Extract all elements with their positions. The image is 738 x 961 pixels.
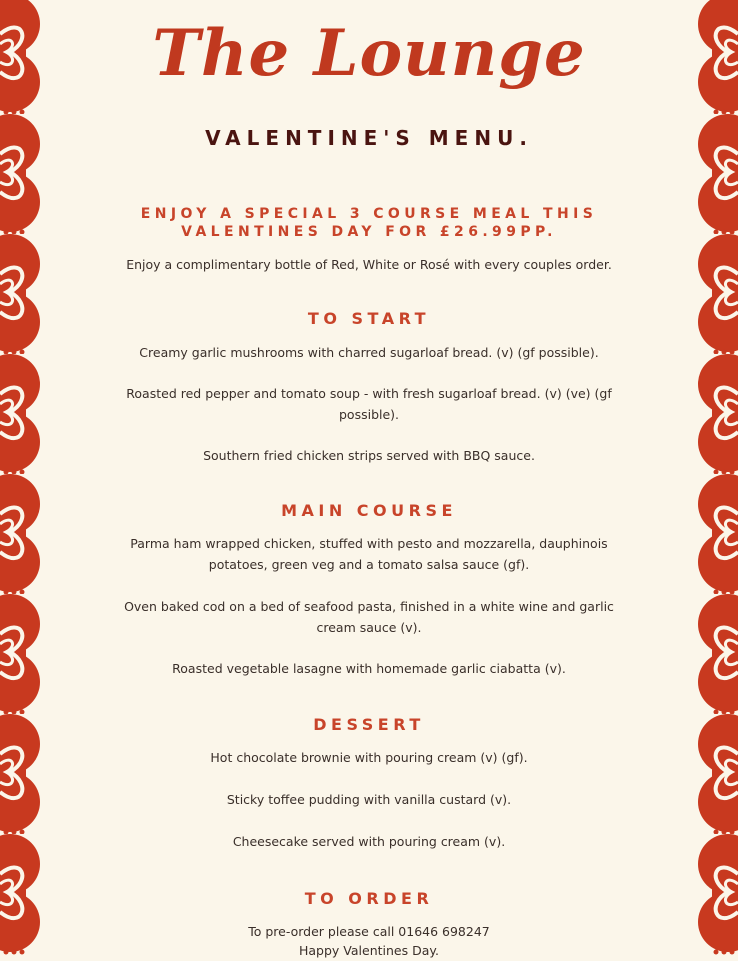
offer-headline: ENJOY A SPECIAL 3 COURSE MEAL THIS VALENTINES DAY FOR £26.99PP. [140, 206, 598, 240]
starter-item: Creamy garlic mushrooms with charred sugarloaf bread. (v) (gf possible). [139, 345, 599, 360]
dessert-item: Sticky toffee pudding with vanilla custard (v). [226, 792, 512, 807]
section-title-starters: TO START [307, 309, 431, 328]
restaurant-title: The Lounge [152, 16, 586, 91]
heart-pattern-right [690, 0, 738, 960]
menu-content [50, 0, 688, 960]
main-item: Parma ham wrapped chicken, stuffed with pesto and mozzarella, dauphinois potatoes, green veg and a tomato salsa sauce (gf). [130, 536, 608, 572]
starter-item: Roasted red pepper and tomato soup - with fresh sugarloaf bread. (v) (ve) (gf possible). [126, 386, 612, 422]
main-item: Oven baked cod on a bed of seafood pasta, finished in a white wine and garlic cream sauce (v). [124, 599, 614, 635]
left-decorative-border [0, 0, 48, 960]
right-decorative-border [690, 0, 738, 960]
heart-pattern-left [0, 0, 48, 960]
section-title-mains: MAIN COURSE [281, 501, 457, 520]
starter-item: Southern fried chicken strips served with BBQ sauce. [203, 448, 535, 463]
offer-note: Enjoy a complimentary bottle of Red, White or Rosé with every couples order. [126, 257, 612, 272]
dessert-item: Cheesecake served with pouring cream (v). [232, 834, 506, 849]
dessert-item: Hot chocolate brownie with pouring cream (v) (gf). [210, 750, 528, 765]
section-title-desserts: DESSERT [313, 715, 425, 734]
menu-subtitle: VALENTINE'S MENU. [205, 126, 533, 150]
main-item: Roasted vegetable lasagne with homemade garlic ciabatta (v). [172, 661, 566, 676]
order-phone-line: To pre-order please call 01646 698247 [248, 924, 490, 939]
order-greeting: Happy Valentines Day. [299, 943, 439, 958]
section-title-order: TO ORDER [304, 889, 434, 908]
